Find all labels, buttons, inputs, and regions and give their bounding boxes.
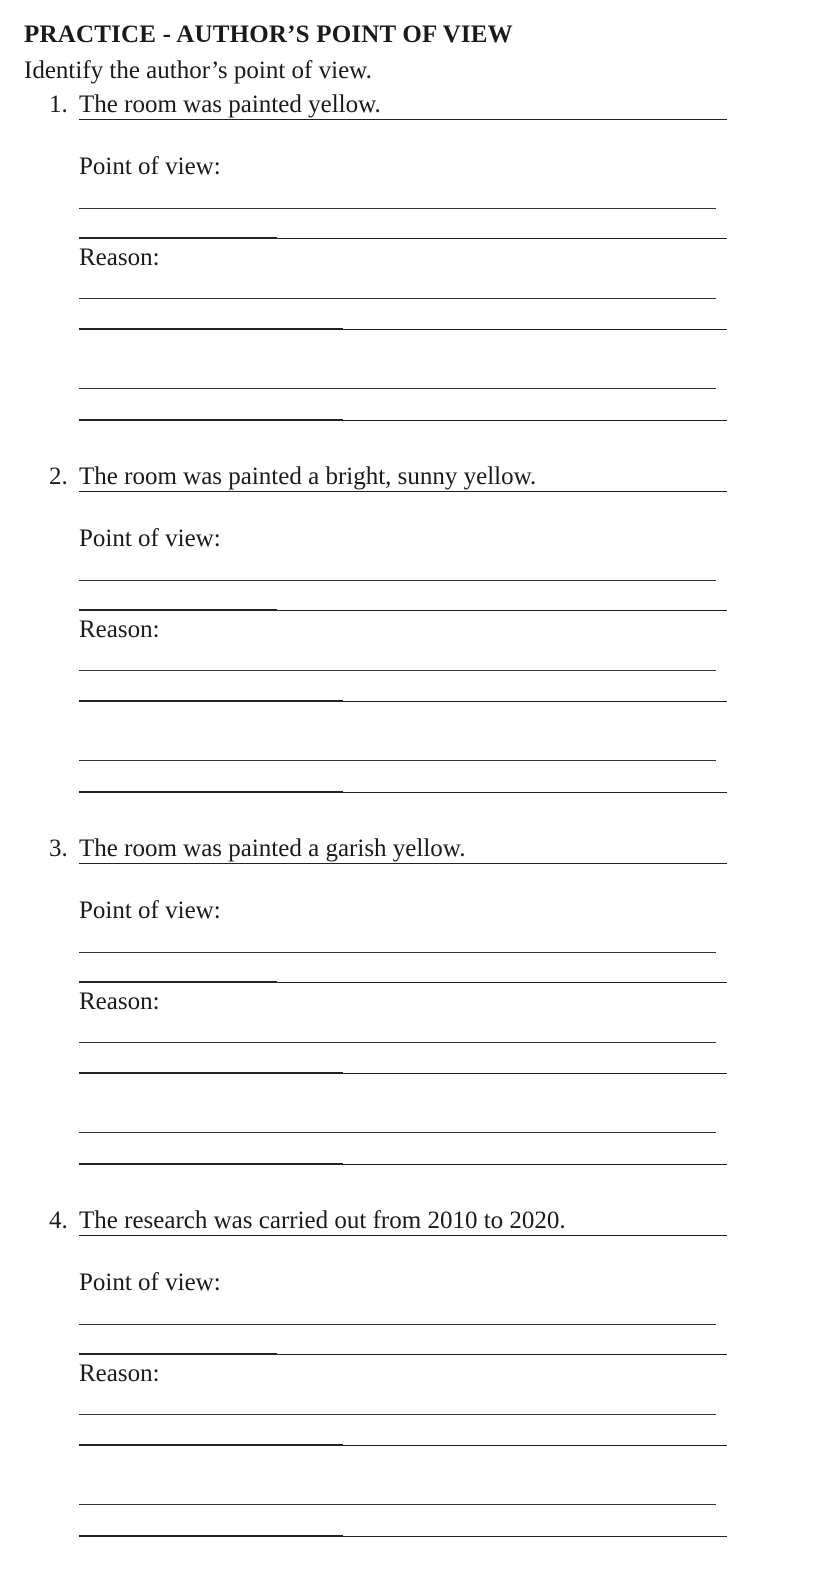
- reason-answer-line[interactable]: [79, 1414, 716, 1415]
- point-of-view-label: Point of view:: [79, 1269, 221, 1296]
- question-underline: [79, 863, 727, 864]
- reason-answer-line[interactable]: [79, 329, 727, 330]
- reason-answer-line[interactable]: [79, 420, 727, 421]
- reason-answer-line[interactable]: [79, 1536, 727, 1537]
- reason-answer-line[interactable]: [79, 298, 716, 299]
- question-2: [0, 460, 834, 830]
- point-of-view-answer-line[interactable]: [79, 208, 716, 209]
- question-underline: [79, 119, 727, 120]
- question-number: 3.: [49, 835, 68, 862]
- question-text: The room was painted a bright, sunny yellow.: [79, 463, 537, 490]
- question-number: 2.: [49, 463, 68, 490]
- reason-label: Reason:: [79, 988, 160, 1015]
- reason-label: Reason:: [79, 1360, 160, 1387]
- point-of-view-label: Point of view:: [79, 897, 221, 924]
- reason-label: Reason:: [79, 244, 160, 271]
- question-text: The research was carried out from 2010 to 2020.: [79, 1207, 566, 1234]
- question-text: The room was painted a garish yellow.: [79, 835, 466, 862]
- point-of-view-label: Point of view:: [79, 153, 221, 180]
- point-of-view-answer-line[interactable]: [79, 610, 727, 611]
- point-of-view-label: Point of view:: [79, 525, 221, 552]
- reason-answer-line[interactable]: [79, 1504, 716, 1505]
- reason-answer-line[interactable]: [79, 1132, 716, 1133]
- point-of-view-answer-line[interactable]: [79, 982, 727, 983]
- reason-answer-line[interactable]: [79, 792, 727, 793]
- instructions: Identify the author’s point of view.: [24, 57, 372, 84]
- point-of-view-answer-line[interactable]: [79, 1324, 716, 1325]
- point-of-view-answer-line[interactable]: [79, 238, 727, 239]
- point-of-view-answer-line[interactable]: [79, 1354, 727, 1355]
- reason-answer-line[interactable]: [79, 760, 716, 761]
- question-number: 4.: [49, 1207, 68, 1234]
- question-underline: [79, 491, 727, 492]
- reason-answer-line[interactable]: [79, 388, 716, 389]
- question-1: [0, 88, 834, 458]
- reason-answer-line[interactable]: [79, 670, 716, 671]
- question-text: The room was painted yellow.: [79, 91, 381, 118]
- point-of-view-answer-line[interactable]: [79, 580, 716, 581]
- reason-answer-line[interactable]: [79, 1445, 727, 1446]
- reason-answer-line[interactable]: [79, 1164, 727, 1165]
- question-3: [0, 832, 834, 1202]
- question-4: [0, 1204, 834, 1574]
- worksheet-title: PRACTICE - AUTHOR’S POINT OF VIEW: [24, 21, 513, 48]
- question-number: 1.: [49, 91, 68, 118]
- question-underline: [79, 1235, 727, 1236]
- point-of-view-answer-line[interactable]: [79, 952, 716, 953]
- reason-label: Reason:: [79, 616, 160, 643]
- reason-answer-line[interactable]: [79, 1073, 727, 1074]
- reason-answer-line[interactable]: [79, 701, 727, 702]
- reason-answer-line[interactable]: [79, 1042, 716, 1043]
